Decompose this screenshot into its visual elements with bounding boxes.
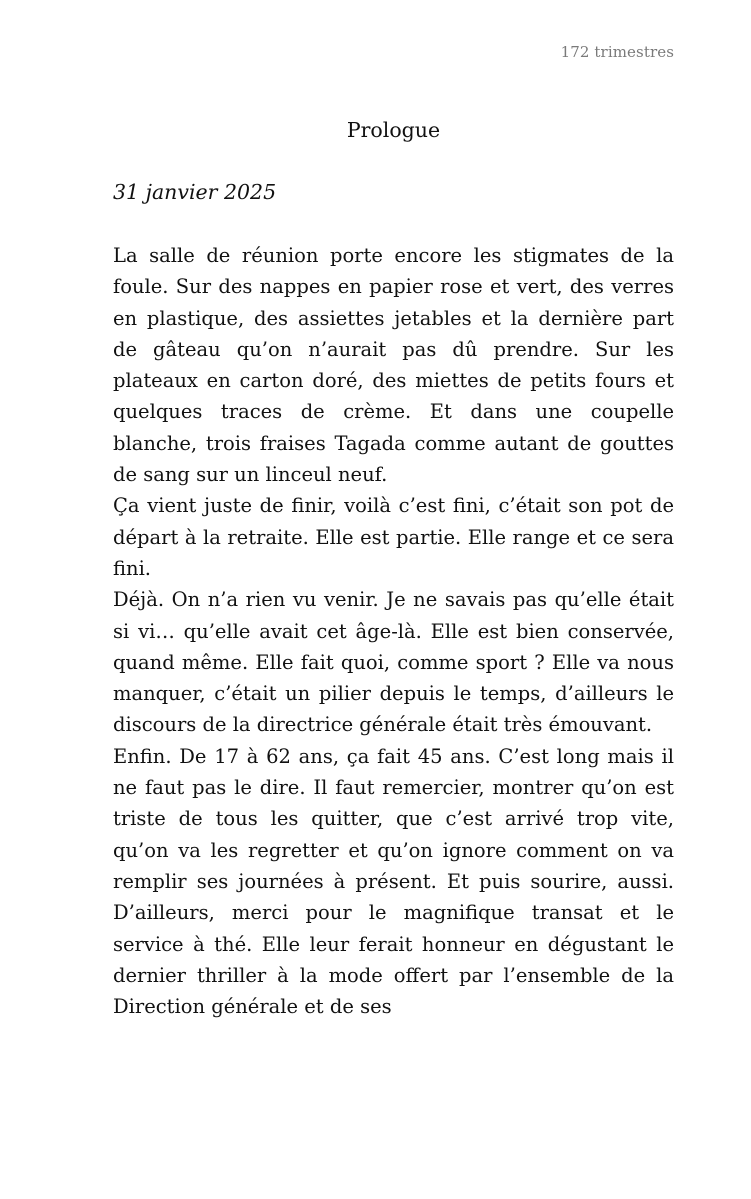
running-header: 172 trimestres — [560, 43, 674, 61]
paragraph: Enfin. De 17 à 62 ans, ça fait 45 ans. C’est long mais il ne faut pas le dire. Il faut remercier, montrer qu’on est triste de tous les quitter, que c’est arrivé trop vite, qu’on va les regretter et qu’on ignore comment on va remplir ses journées à présent. Et puis sourire, aussi. D’ailleurs, merci pour le magnifique transat et le service à thé. Elle leur ferait honneur en dégustant le dernier thriller à la mode offert par l’ensemble de la Direction générale et de ses — [113, 744, 674, 1019]
paragraph: Déjà. On n’a rien vu venir. Je ne savais pas qu’elle était si vi… qu’elle avait cet âge-là. Elle est bien conservée, quand même. Elle fait quoi, comme sport ? Elle va nous manquer, c’était un pilier depuis le temps, d’ailleurs le discours de la directrice générale était très émouvant. — [113, 588, 674, 737]
chapter-date: 31 janvier 2025 — [113, 180, 277, 204]
body-text — [113, 240, 674, 1022]
paragraph: La salle de réunion porte encore les stigmates de la foule. Sur des nappes en papier rose et vert, des verres en plastique, des assiettes jetables et la dernière part de gâteau qu’on n’aurait pas dû prendre. Sur les plateaux en carton doré, des miettes de petits fours et quelques traces de crème. Et dans une coupelle blanche, trois fraises Tagada comme autant de gouttes de sang sur un linceul neuf. — [113, 244, 674, 487]
chapter-title: Prologue — [346, 118, 441, 142]
paragraph: Ça vient juste de finir, voilà c’est fini, c’était son pot de départ à la retraite. Elle est partie. Elle range et ce sera fini. — [113, 494, 674, 580]
